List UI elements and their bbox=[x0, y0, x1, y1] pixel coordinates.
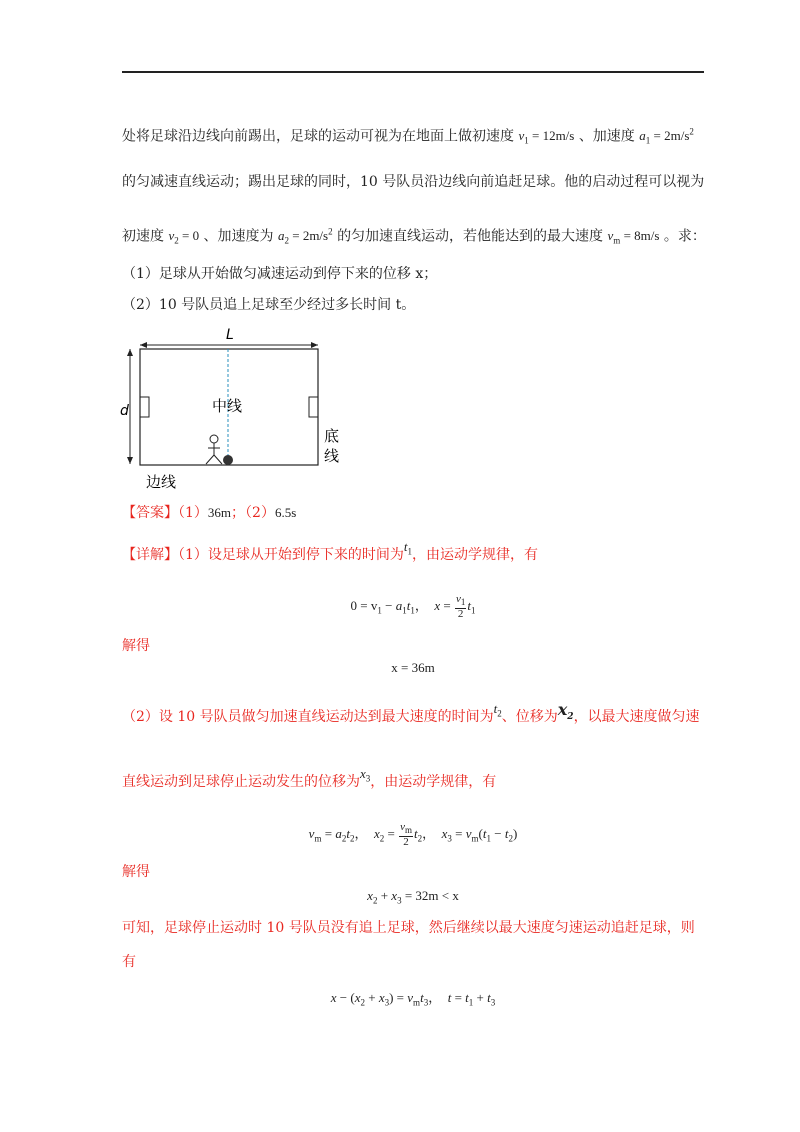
equation-2: $v_m = a_2t_2$， $x_2$ = $\frac{v_m}{2}$ $t_2$， $x_3 = v_m(t_1 - t_2)$ bbox=[308, 821, 518, 849]
conclusion-line-1: 可知，足球停止运动时 10 号队员没有追上足球，然后继续以最大速度匀速运动追赶足球，则 bbox=[122, 920, 695, 936]
end-line-label-2: 线 bbox=[324, 447, 340, 465]
conclusion-line-2: 有 bbox=[122, 954, 136, 970]
right-goal bbox=[309, 397, 318, 417]
width-label: d bbox=[120, 403, 129, 419]
a2-formula: $a_2 = 2m/s^2$ bbox=[277, 227, 333, 246]
end-line-label-1: 底 bbox=[324, 427, 340, 445]
problem-line-1 bbox=[122, 122, 694, 151]
vm-formula: $v_m = 8m/s$ bbox=[607, 228, 660, 246]
equation-1: $0 = v_1 - a_1t_1$， x = $\frac{v_1}{2}$ $t_1$ bbox=[350, 593, 476, 621]
problem-text: 处将足球沿边线向前踢出，足球的运动可视为在地面上做初速度 bbox=[122, 128, 514, 145]
problem-text: 、加速度 bbox=[578, 128, 635, 145]
solution-jiede-1: 解得 bbox=[122, 638, 150, 654]
problem-line-2: 的匀减速直线运动；踢出足球的同时，10 号队员沿边线向前追赶足球。他的启动过程可以视为 bbox=[122, 174, 705, 190]
solution-jiede-2: 解得 bbox=[122, 864, 150, 880]
solution-line-1: 【详解】（1）设足球从开始到停下来的时间为$t_1$，由运动学规律，有 bbox=[122, 539, 539, 563]
side-line-label: 边线 bbox=[146, 473, 177, 491]
left-goal bbox=[140, 397, 149, 417]
a1-formula: $a_1 = 2m/s^2$ bbox=[639, 127, 694, 146]
answer-value-1: 36m bbox=[207, 505, 232, 520]
solution-tag: 【详解】 bbox=[122, 547, 178, 563]
t1-symbol: $t_1$ bbox=[403, 539, 413, 557]
x2-symbol: $x_2$ bbox=[557, 700, 574, 723]
result-1: x = 36m bbox=[391, 660, 435, 675]
answer-line: 【答案】（1）36m；（2）6.5s bbox=[122, 505, 297, 521]
v2-formula: $v_2 = 0$ bbox=[168, 228, 200, 246]
field-diagram bbox=[118, 325, 358, 495]
header-rule bbox=[122, 71, 704, 73]
answer-value-2: 6.5s bbox=[274, 505, 297, 520]
player-figure bbox=[206, 435, 222, 464]
solution-line-2: （2）设 10 号队员做匀加速直线运动达到最大速度的时间为$t_2$、位移为$x_2$，以最大速度做匀速 bbox=[122, 700, 700, 725]
t2-symbol: $t_2$ bbox=[493, 701, 502, 719]
length-label: L bbox=[226, 327, 234, 343]
center-line-label: 中线 bbox=[212, 397, 243, 415]
soccer-ball bbox=[223, 455, 233, 465]
equation-3: $x - (x_2 + x_3) = v_mt_3$， $t = t_1 + t_3$ bbox=[330, 990, 496, 1008]
question-1: （1）足球从开始做匀减速运动到停下来的位移 x； bbox=[122, 266, 438, 282]
v1-formula: $v_1 = 12m/s$ bbox=[518, 128, 575, 146]
result-2: $x_2 + x_3 = 32m < x$ bbox=[367, 888, 459, 906]
question-2: （2）10 号队员追上足球至少经过多长时间 t。 bbox=[122, 297, 416, 313]
answer-tag: 【答案】 bbox=[122, 505, 178, 521]
x3-symbol: $x_3$ bbox=[360, 766, 371, 784]
solution-line-3: 直线运动到足球停止运动发生的位移为$x_3$，由运动学规律，有 bbox=[122, 766, 497, 790]
problem-line-3: 初速度 $v_2 = 0$ 、加速度为 $a_2 = 2m/s^2$ 的匀加速直线运动，若他能达到的最大速度 $v_m = 8m/s$ 。求： bbox=[122, 227, 706, 246]
